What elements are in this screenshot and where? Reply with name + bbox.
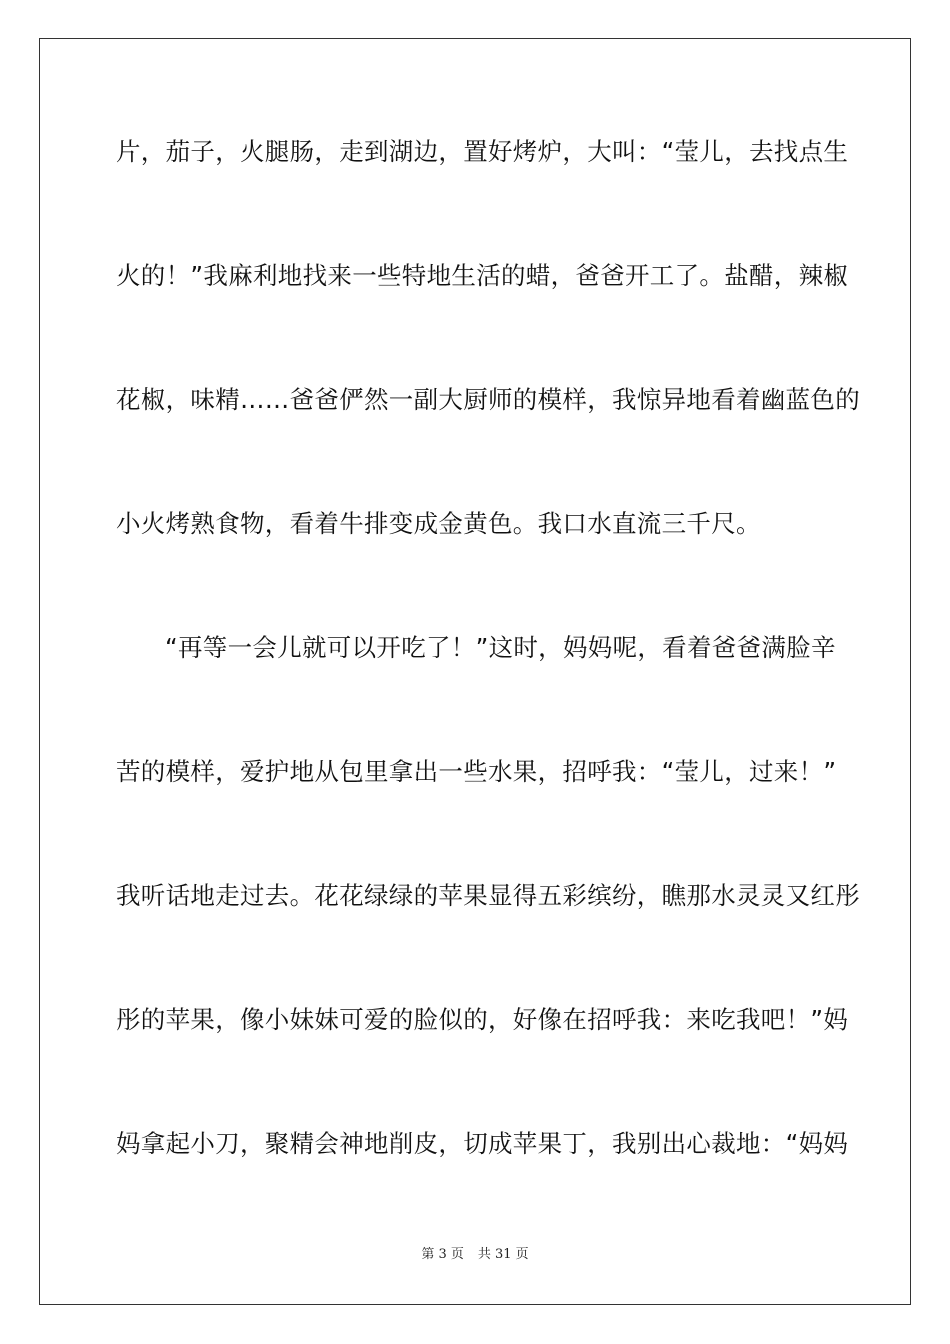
page-footer [0, 1246, 950, 1264]
text-line: 我听话地走过去。花花绿绿的苹果显得五彩缤纷，瞧那水灵灵又红彤 [116, 881, 860, 910]
text-line: 彤的苹果，像小妹妹可爱的脸似的，好像在招呼我：来吃我吧！”妈 [116, 1005, 849, 1034]
page-total: 共 31 页 [477, 1247, 529, 1262]
page-number: 第 3 页 [421, 1247, 464, 1262]
text-line: 火的！”我麻利地找来一些特地生活的蜡，爸爸开工了。盐醋，辣椒 [116, 261, 849, 290]
page-border [39, 38, 911, 1305]
text-line: 苦的模样，爱护地从包里拿出一些水果，招呼我：“莹儿，过来！” [116, 757, 837, 786]
text-line: 片，茄子，火腿肠，走到湖边，置好烤炉，大叫：“莹儿，去找点生 [116, 137, 849, 166]
text-line: 妈拿起小刀，聚精会神地削皮，切成苹果丁，我别出心裁地：“妈妈 [116, 1129, 849, 1158]
text-line: 小火烤熟食物，看着牛排变成金黄色。我口水直流三千尺。 [116, 509, 761, 538]
text-line: 花椒，味精……爸爸俨然一副大厨师的模样，我惊异地看着幽蓝色的 [116, 385, 860, 414]
text-line-indented: “再等一会儿就可以开吃了！”这时，妈妈呢，看着爸爸满脸辛 [165, 633, 836, 662]
